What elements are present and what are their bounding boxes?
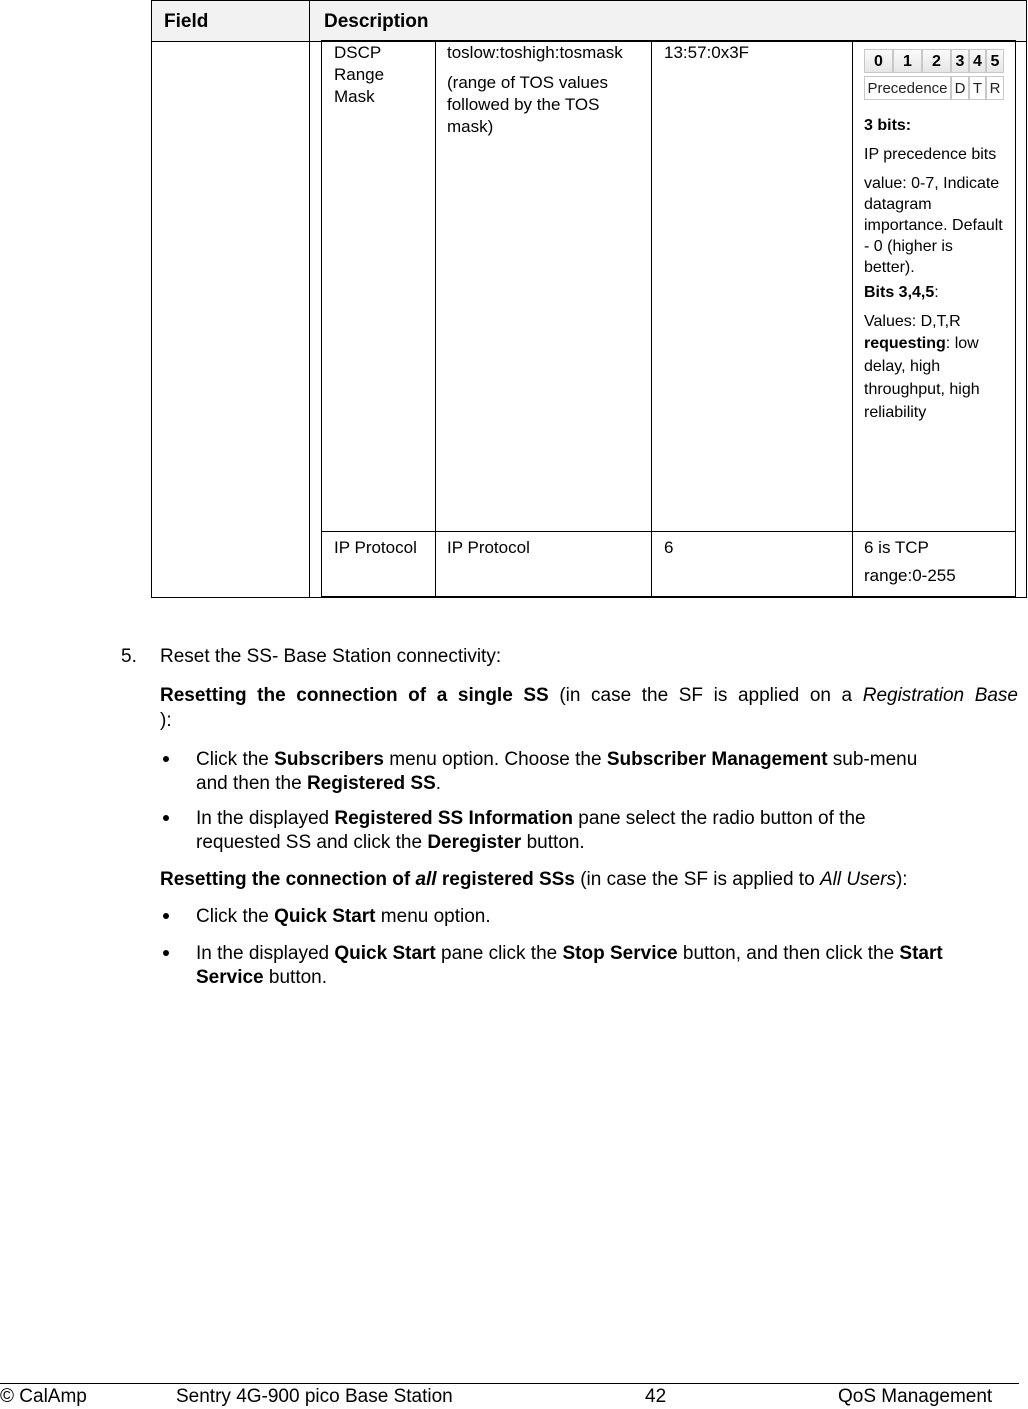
nested-parameter-table [321,40,1016,597]
desc-3bits-title: 3 bits: [864,117,912,134]
desc-precedence: IP precedence bits [864,146,997,163]
bullet-text: Click the [196,906,275,927]
ip-protocol-desc-range: range:0-255 [864,566,956,585]
start-service-button-label-2: Service [196,967,264,988]
all-ss-heading-close: ): [895,869,908,890]
bullet-dot [163,950,169,956]
tos-bits-diagram [864,47,1004,103]
registered-ss-information-label: Registered SS Information [334,808,573,829]
inner-border-bottom [321,596,1016,597]
dscp-description-cell [864,115,1004,424]
single-ss-heading-end [160,709,172,733]
bullet-subscribers-line2 [196,772,441,796]
ip-protocol-name-cell [334,537,424,559]
footer-copyright: © CalAmp [0,1386,87,1407]
inner-col-divider-1 [435,40,436,597]
all-users-term: All Users [819,869,896,890]
subscribers-menu-label: Subscribers [274,749,384,770]
dscp-name-cell [334,42,424,108]
dscp-format-cell [447,42,647,146]
bullet-subscribers [196,748,917,772]
desc-requesting [864,332,1004,424]
step-number: 5. [121,646,137,667]
dscp-format: toslow:toshigh:tosmask [447,43,623,62]
bullet-text: . [435,773,442,794]
subscriber-management-label: Subscriber Management [606,749,828,770]
bullet-text: pane select the radio button of the [572,808,866,829]
table-border-bottom [151,597,1027,598]
ip-protocol-format-cell [447,537,647,559]
deregister-button-label: Deregister [427,832,522,853]
table-border-right [1026,0,1027,598]
ip-protocol-example: 6 [664,538,674,557]
stop-service-button-label: Stop Service [562,943,678,964]
bullet-stop-start [196,942,943,966]
dscp-name: DSCP Range Mask [334,43,385,106]
footer-rule [0,1383,1019,1384]
bit-label-t: T [969,76,986,100]
table-border-top [151,0,1027,1]
single-ss-heading [160,684,1018,708]
all-term: all [415,869,437,890]
desc-requesting-text: : low delay, high throughput, high reliability [864,335,980,421]
bullet-text: menu option. [375,906,491,927]
quick-start-menu-label: Quick Start [274,906,376,927]
header-field: Field [164,11,209,32]
all-ss-heading-text: (in case the SF is applied to [574,869,820,890]
ip-protocol-format: IP Protocol [447,538,530,557]
footer-product: Sentry 4G-900 pico Base Station [176,1386,453,1407]
all-ss-heading-bold2: registered SSs [436,869,575,890]
bullet-text: sub-menu [827,749,918,770]
ip-protocol-name: IP Protocol [334,538,417,557]
footer-section: QoS Management [838,1386,993,1407]
bit-0: 0 [864,49,893,73]
bullet-text: menu option. Choose the [383,749,607,770]
desc-bits-345-title: Bits 3,4,5 [864,284,935,301]
table-border-left [151,0,152,598]
table-header-row [152,1,1026,41]
ip-protocol-description-cell [864,537,1004,595]
bit-3: 3 [951,49,969,73]
bullet-text: Click the [196,749,275,770]
single-ss-heading-bold: Resetting the connection of a single SS [160,685,549,706]
ip-protocol-example-cell [664,537,844,559]
bit-1: 1 [893,49,922,73]
bullet-dot [163,756,169,762]
bit-4: 4 [969,49,986,73]
inner-border-top [321,40,1016,41]
bit-2: 2 [922,49,951,73]
step-text: Reset the SS- Base Station connectivity: [160,646,502,667]
bullet-quick-start [196,905,491,929]
table-column-divider [309,0,310,598]
desc-bits-345-line [864,282,1004,303]
bit-label-d: D [951,76,969,100]
inner-col-divider-2 [651,40,652,597]
desc-bits-345-colon: : [934,284,939,301]
inner-col-divider-3 [852,40,853,597]
bullet-text: In the displayed [196,943,335,964]
inner-row-divider [321,531,1016,532]
bullet-text: button, and then click the [677,943,900,964]
bit-5: 5 [986,49,1004,73]
single-ss-heading-text: (in case the SF is applied on a [548,685,863,706]
single-ss-heading-close: ): [160,710,172,731]
bullet-dot [163,913,169,919]
dscp-example: 13:57:0x3F [664,43,750,62]
inner-border-left [321,40,322,597]
bullet-text: button. [521,832,585,853]
bullet-stop-start-line2 [196,966,327,990]
inner-border-right [1015,40,1016,597]
bullet-text: pane click the [435,943,563,964]
bullet-deregister-line2 [196,831,585,855]
bit-label-precedence: Precedence [864,76,951,100]
header-description: Description [324,11,429,32]
start-service-button-label: Start [899,943,943,964]
bullet-text: requested SS and click the [196,832,428,853]
all-ss-heading-bold: Resetting the connection of [160,869,416,890]
dscp-format-note: (range of TOS values followed by the TOS mask) [447,73,608,136]
bullet-dot [163,815,169,821]
ip-protocol-desc-tcp: 6 is TCP [864,538,929,557]
dscp-example-cell [664,42,844,64]
all-ss-heading [160,868,908,892]
bullet-text: In the displayed [196,808,335,829]
desc-requesting-bold: requesting [864,335,946,352]
quick-start-pane-label: Quick Start [334,943,436,964]
registration-term: Registration Base [862,685,1019,706]
bit-label-r: R [986,76,1004,100]
registered-ss-label: Registered SS [306,773,436,794]
footer-page-number: 42 [645,1386,667,1407]
bullet-text: button. [263,967,328,988]
bullet-text: and then the [196,773,307,794]
desc-value-range: value: 0-7, Indicate datagram importance. Default - 0 (higher is better). [864,175,1003,276]
desc-dtr-values: Values: D,T,R [864,313,961,330]
bullet-deregister [196,807,866,831]
